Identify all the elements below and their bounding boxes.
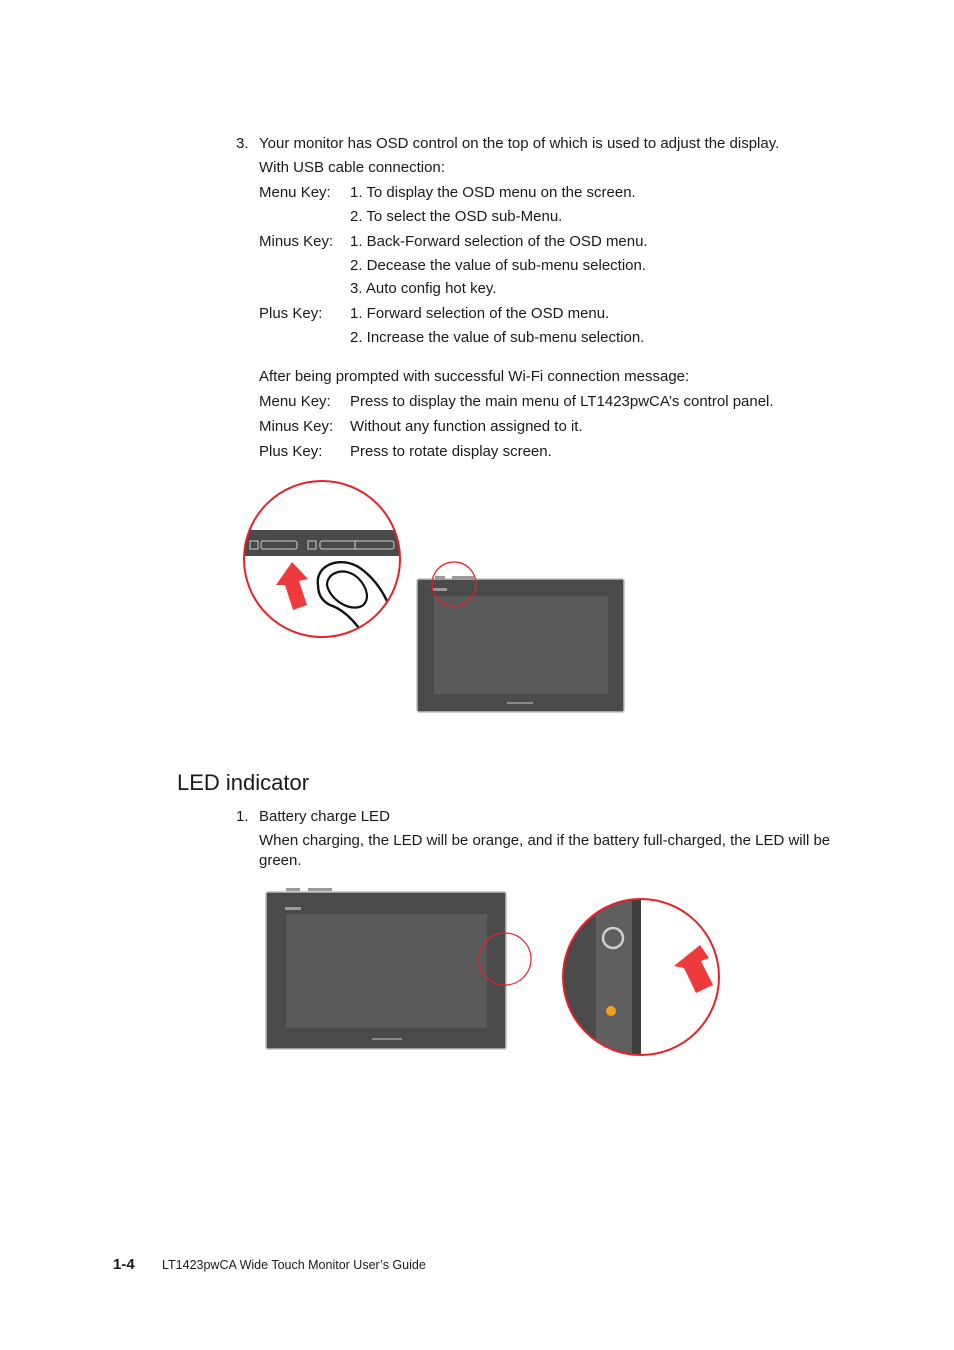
wifi-key-desc: Without any function assigned to it. (350, 418, 583, 435)
wifi-key-label: Plus Key: (259, 443, 323, 460)
led-section-heading: LED indicator (177, 770, 310, 795)
usb-key-desc: 2. To select the OSD sub-Menu. (350, 208, 563, 225)
usb-key-label: Plus Key: (259, 305, 323, 322)
page-number: 1-4 (113, 1256, 135, 1273)
monitor-illustration-bottom (266, 888, 506, 1049)
wifi-key-label: Menu Key: (259, 393, 331, 410)
led-item-description: When charging, the LED will be orange, and if the battery full-charged, the LED will be green. (259, 832, 831, 869)
led-indicator-dot (606, 1006, 616, 1016)
wifi-key-label: Minus Key: (259, 418, 334, 435)
led-item-title: Battery charge LED (259, 808, 390, 825)
document-title: LT1423pwCA Wide Touch Monitor User’s Guide (162, 1258, 426, 1272)
usb-key-label: Menu Key: (259, 184, 331, 201)
usb-key-desc: 3. Auto config hot key. (350, 280, 497, 297)
usb-key-label: Minus Key: (259, 233, 334, 250)
usb-key-desc: 2. Decease the value of sub-menu selection. (350, 257, 647, 274)
usb-connection-heading: With USB cable connection: (259, 159, 445, 176)
wifi-key-desc: Press to rotate display screen. (350, 443, 552, 460)
osd-intro-text: Your monitor has OSD control on the top of which is used to adjust the display. (259, 135, 780, 152)
usb-key-desc: 1. Back-Forward selection of the OSD menu. (350, 233, 648, 250)
usb-key-desc: 2. Increase the value of sub-menu selection. (350, 329, 645, 346)
led-item-number: 1. (236, 808, 249, 825)
usb-key-desc: 1. Forward selection of the OSD menu. (350, 305, 610, 322)
wifi-connection-heading: After being prompted with successful Wi-Fi connection message: (259, 368, 690, 385)
usb-key-desc: 1. To display the OSD menu on the screen. (350, 184, 636, 201)
wifi-key-desc: Press to display the main menu of LT1423pwCA’s control panel. (350, 393, 774, 410)
osd-item-number: 3. (236, 135, 249, 152)
